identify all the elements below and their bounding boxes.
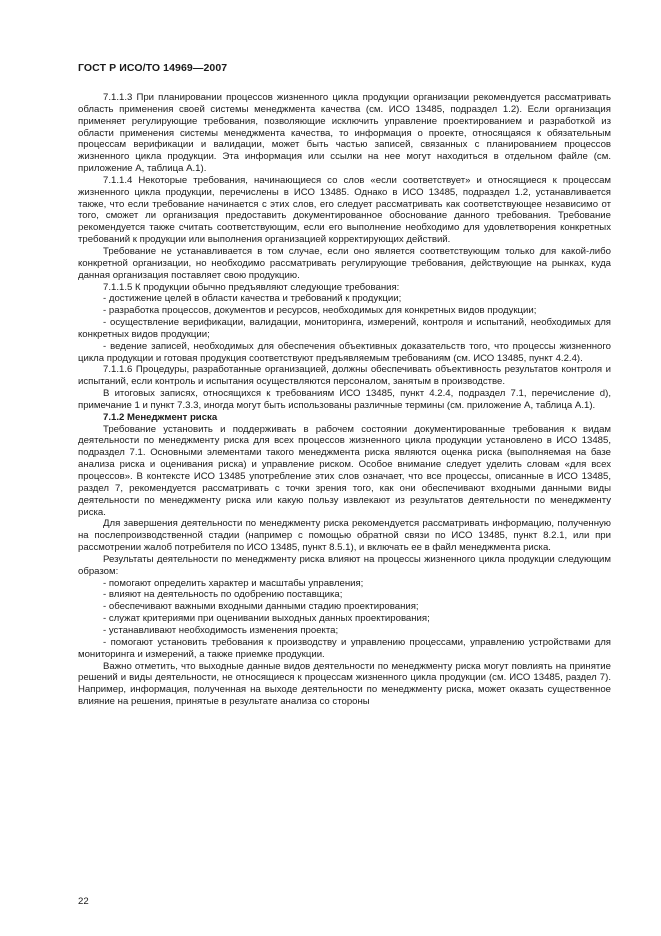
list-item: - обеспечивают важными входными данными стадию проектирования;: [103, 601, 419, 613]
paragraph: Требование установить и поддерживать в рабочем состоянии документированные требования к видам деятельности по менеджменту риска для всех процессов жизненного цикла продукции установлено в ИСО 13485, подраздел 7.1. Основными элементами такого менеджмента риска являются оценка риска (выполняемая на базе анализа риска и оценивания риска) и управление риском. Особое внимание следует уделить словам «для всех процессов». В контексте ИСО 13485 употребление этих слов означает, что все процессы, описанные в ИСО 13485, раздел 7, рекомендуется рассматривать с точки зрения того, как они обеспечивают входными данными виды деятельности по менеджменту риска или какую пользу извлекают из результатов деятельности по менеджменту риска.: [78, 423, 611, 518]
paragraph: Результаты деятельности по менеджменту риска влияют на процессы жизненного цикла продукции следующим образом:: [78, 553, 611, 577]
paragraph: 7.1.1.5 К продукции обычно предъявляют следующие требования:: [103, 281, 400, 293]
list-item: - ведение записей, необходимых для обеспечения объективных доказательств того, что процессы жизненного цикла продукции и готовая продукция соответствуют предъявляемым требованиям (см. ИСО 13485, пункт 4.2.4).: [78, 340, 611, 364]
section-heading: 7.1.2 Менеджмент риска: [103, 411, 218, 423]
document-header: ГОСТ Р ИСО/ТО 14969—2007: [78, 62, 228, 74]
paragraph: Требование не устанавливается в том случае, если оно является соответствующим только для какой-либо конкретной организации, но необходимо рассматривать регулирующие требования, действующие на рынках, куда данная организация поставляет свою продукцию.: [78, 245, 611, 281]
list-item: - помогают установить требования к производству и управлению процессами, управлению устройствами для мониторинга и измерений, а также приемке продукции.: [78, 636, 611, 660]
paragraph: 7.1.1.3 При планировании процессов жизненного цикла продукции организации рекомендуется рассматривать область применения своей системы менеджмента качества (см. ИСО 13485, подраздел 1.2). Если организация применяет регулирующие требования, позволяющие исключить управление проектированием и разработкой из области применения системы менеджмента качества, то информация о проекте, относящаяся к обязательным процессам верификации и валидации, может быть частью записей, связанных с планированием процессов жизненного цикла продукции. Эта информация или ссылки на нее могут находиться в отдельном файле (см. приложение А, таблица А.1).: [78, 92, 611, 175]
list-item: - влияют на деятельность по одобрению поставщика;: [103, 589, 343, 601]
paragraph: В итоговых записях, относящихся к требованиям ИСО 13485, пункт 4.2.4, подраздел 7.1, перечисление d), примечание 1 и пункт 7.3.3, иногда могут быть использованы различные термины (см. приложение А, таблица А.1).: [78, 388, 611, 411]
paragraph: Для завершения деятельности по менеджменту риска рекомендуется рассматривать информацию, полученную на послепроизводственной стадии (например с помощью обратной связи по ИСО 13485, пункт 8.2.1, или при рассмотрении жалоб потребителя по ИСО 13485, пункт 8.5.1), и включать ее в файл менеджмента риска.: [78, 518, 611, 554]
paragraph: 7.1.1.4 Некоторые требования, начинающиеся со слов «если соответствует» и относящиеся к процессам жизненного цикла продукции, перечислены в ИСО 13485. Однако в ИСО 13485, подраздел 1.2, устанавливается также, что если требование начинается с этих слов, его следует рассматривать как соответствующее независимо от того, сможет ли организация предоставить документированное обоснование данного требования. Требование рекомендуется также считать соответствующим, если его выполнение необходимо для удовлетворения конкретных требований к продукции или выполнения организацией корректирующих действий.: [78, 174, 611, 246]
paragraph: Важно отметить, что выходные данные видов деятельности по менеджменту риска могут повлиять на принятие решений и виды деятельности, не относящиеся к процессам жизненного цикла продукции (см. ИСО 13485, раздел 7). Например, информация, полученная на выходе деятельности по менеджменту риска, может оказать существенное влияние на решения, принятые в результате анализа со стороны: [78, 660, 611, 708]
list-item: - разработка процессов, документов и ресурсов, необходимых для конкретных видов продукции;: [103, 305, 537, 317]
list-item: - помогают определить характер и масштабы управления;: [103, 577, 364, 589]
page-number: 22: [78, 896, 89, 907]
list-item: - достижение целей в области качества и требований к продукции;: [103, 293, 402, 305]
list-item: - служат критериями при оценивании выходных данных проектирования;: [103, 613, 430, 625]
paragraph: 7.1.1.6 Процедуры, разработанные организацией, должны обеспечивать объективность результатов контроля и испытаний, если контроль и испытания осуществляются персоналом, занятым в производстве.: [78, 364, 611, 388]
document-body: [78, 92, 611, 708]
list-item: - осуществление верификации, валидации, мониторинга, измерений, контроля и испытаний, необходимых для конкретных видов продукции;: [78, 317, 611, 340]
list-item: - устанавливают необходимость изменения проекта;: [103, 624, 339, 636]
